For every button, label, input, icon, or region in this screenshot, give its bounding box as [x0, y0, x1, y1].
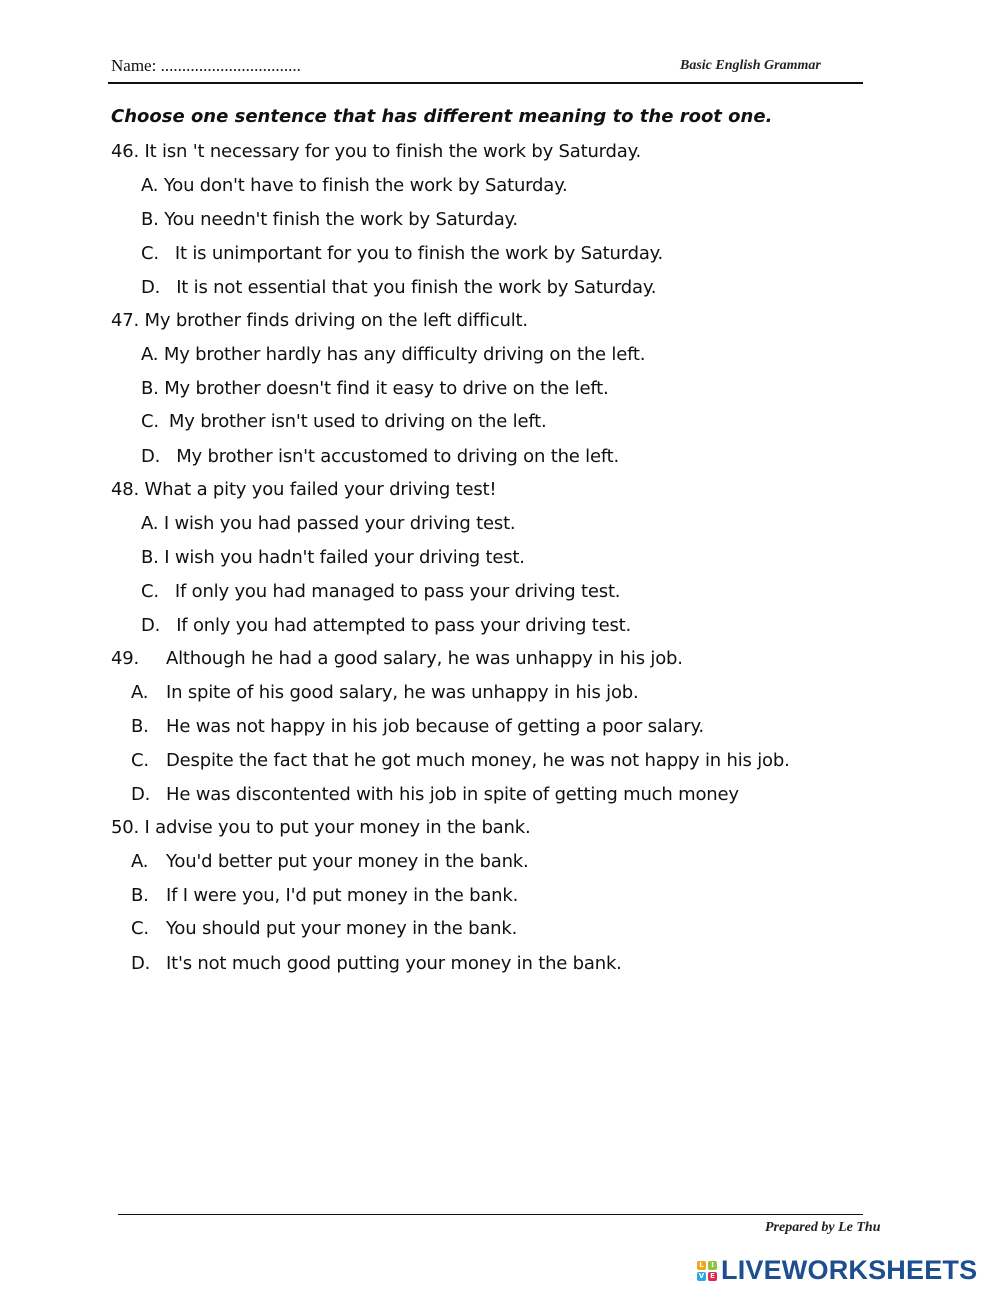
- logo-letter-v: V: [698, 1271, 705, 1280]
- question-48-option-b[interactable]: [141, 547, 525, 568]
- option-label: B.: [141, 547, 159, 568]
- option-text: In spite of his good salary, he was unhappy in his job.: [166, 682, 639, 703]
- question-49-option-a[interactable]: [131, 682, 639, 703]
- logo-letter-e: E: [708, 1272, 717, 1281]
- option-text: If I were you, I'd put money in the bank.: [166, 885, 519, 906]
- question-46-option-d[interactable]: [141, 277, 656, 298]
- question-48-stem: 48. What a pity you failed your driving test!: [111, 479, 497, 500]
- option-label: A.: [141, 175, 159, 196]
- question-text: Although he had a good salary, he was unhappy in his job.: [166, 648, 683, 669]
- question-47-option-a[interactable]: [141, 344, 645, 365]
- option-text: It is not essential that you finish the work by Saturday.: [176, 277, 657, 298]
- liveworksheets-logo[interactable]: [697, 1255, 977, 1286]
- logo-text: LIVEWORKSHEETS: [721, 1255, 978, 1285]
- header-subject: Basic English Grammar: [680, 58, 821, 73]
- question-48-option-a[interactable]: [141, 513, 515, 534]
- question-50-option-c[interactable]: [131, 918, 517, 939]
- option-text: It's not much good putting your money in the bank.: [166, 953, 622, 974]
- header-divider: [108, 82, 863, 84]
- option-label: C.: [141, 243, 159, 264]
- option-label: C.: [141, 411, 159, 432]
- question-46-option-c[interactable]: [141, 243, 663, 264]
- option-label: C.: [131, 918, 149, 939]
- option-text: I wish you had passed your driving test.: [163, 513, 516, 534]
- question-46-option-b[interactable]: [141, 209, 518, 230]
- option-text: My brother doesn't find it easy to drive on the left.: [164, 378, 609, 399]
- question-47-option-b[interactable]: [141, 378, 609, 399]
- option-text: I wish you hadn't failed your driving test.: [164, 547, 525, 568]
- liveworksheets-logo-icon: [697, 1261, 717, 1281]
- question-47-option-d[interactable]: [141, 446, 619, 467]
- option-text: My brother isn't used to driving on the left.: [168, 411, 547, 432]
- option-text: If only you had attempted to pass your driving test.: [176, 615, 632, 636]
- question-46-option-a[interactable]: [141, 175, 568, 196]
- prepared-by: Prepared by Le Thu: [765, 1220, 881, 1235]
- option-text: You don't have to finish the work by Saturday.: [163, 175, 568, 196]
- option-label: D.: [141, 277, 161, 298]
- option-text: If only you had managed to pass your driving test.: [174, 581, 621, 602]
- option-text: You'd better put your money in the bank.: [166, 851, 529, 872]
- question-49-option-d[interactable]: [131, 784, 739, 805]
- instruction-text: Choose one sentence that has different meaning to the root one.: [111, 106, 773, 127]
- question-48-option-c[interactable]: [141, 581, 620, 602]
- question-49-option-b[interactable]: [131, 716, 704, 737]
- option-text: It is unimportant for you to finish the work by Saturday.: [174, 243, 664, 264]
- option-text: He was not happy in his job because of getting a poor salary.: [166, 716, 704, 737]
- question-50-stem: 50. I advise you to put your money in the bank.: [111, 817, 531, 838]
- option-text: My brother hardly has any difficulty driving on the left.: [163, 344, 646, 365]
- option-text: You should put your money in the bank.: [166, 918, 518, 939]
- question-number: 49.: [111, 648, 140, 669]
- option-text: You needn't finish the work by Saturday.: [164, 209, 518, 230]
- question-50-option-b[interactable]: [131, 885, 518, 906]
- question-47-stem: 47. My brother finds driving on the left difficult.: [111, 310, 528, 331]
- option-label: A.: [131, 851, 149, 872]
- footer-divider: [118, 1214, 863, 1215]
- option-label: A.: [131, 682, 149, 703]
- question-49-option-c[interactable]: [131, 750, 790, 771]
- question-49-stem: [111, 648, 683, 669]
- option-text: My brother isn't accustomed to driving on the left.: [176, 446, 620, 467]
- option-label: A.: [141, 513, 159, 534]
- question-48-option-d[interactable]: [141, 615, 631, 636]
- option-label: D.: [141, 615, 161, 636]
- option-label: A.: [141, 344, 159, 365]
- option-label: D.: [141, 446, 161, 467]
- option-label: D.: [131, 953, 151, 974]
- option-label: B.: [141, 378, 159, 399]
- option-label: D.: [131, 784, 151, 805]
- option-label: B.: [141, 209, 159, 230]
- option-text: Despite the fact that he got much money, he was not happy in his job.: [166, 750, 790, 771]
- option-label: C.: [131, 750, 149, 771]
- question-47-option-c[interactable]: [141, 411, 547, 432]
- name-field-label: Name: .................................: [111, 56, 301, 75]
- question-46-stem: 46. It isn 't necessary for you to finish the work by Saturday.: [111, 141, 642, 162]
- logo-letter-i: I: [708, 1261, 717, 1270]
- option-label: B.: [131, 885, 149, 906]
- question-50-option-a[interactable]: [131, 851, 529, 872]
- question-50-option-d[interactable]: [131, 953, 622, 974]
- option-text: He was discontented with his job in spite of getting much money: [166, 784, 739, 805]
- logo-letter-l: L: [697, 1261, 706, 1270]
- option-label: B.: [131, 716, 149, 737]
- option-label: C.: [141, 581, 159, 602]
